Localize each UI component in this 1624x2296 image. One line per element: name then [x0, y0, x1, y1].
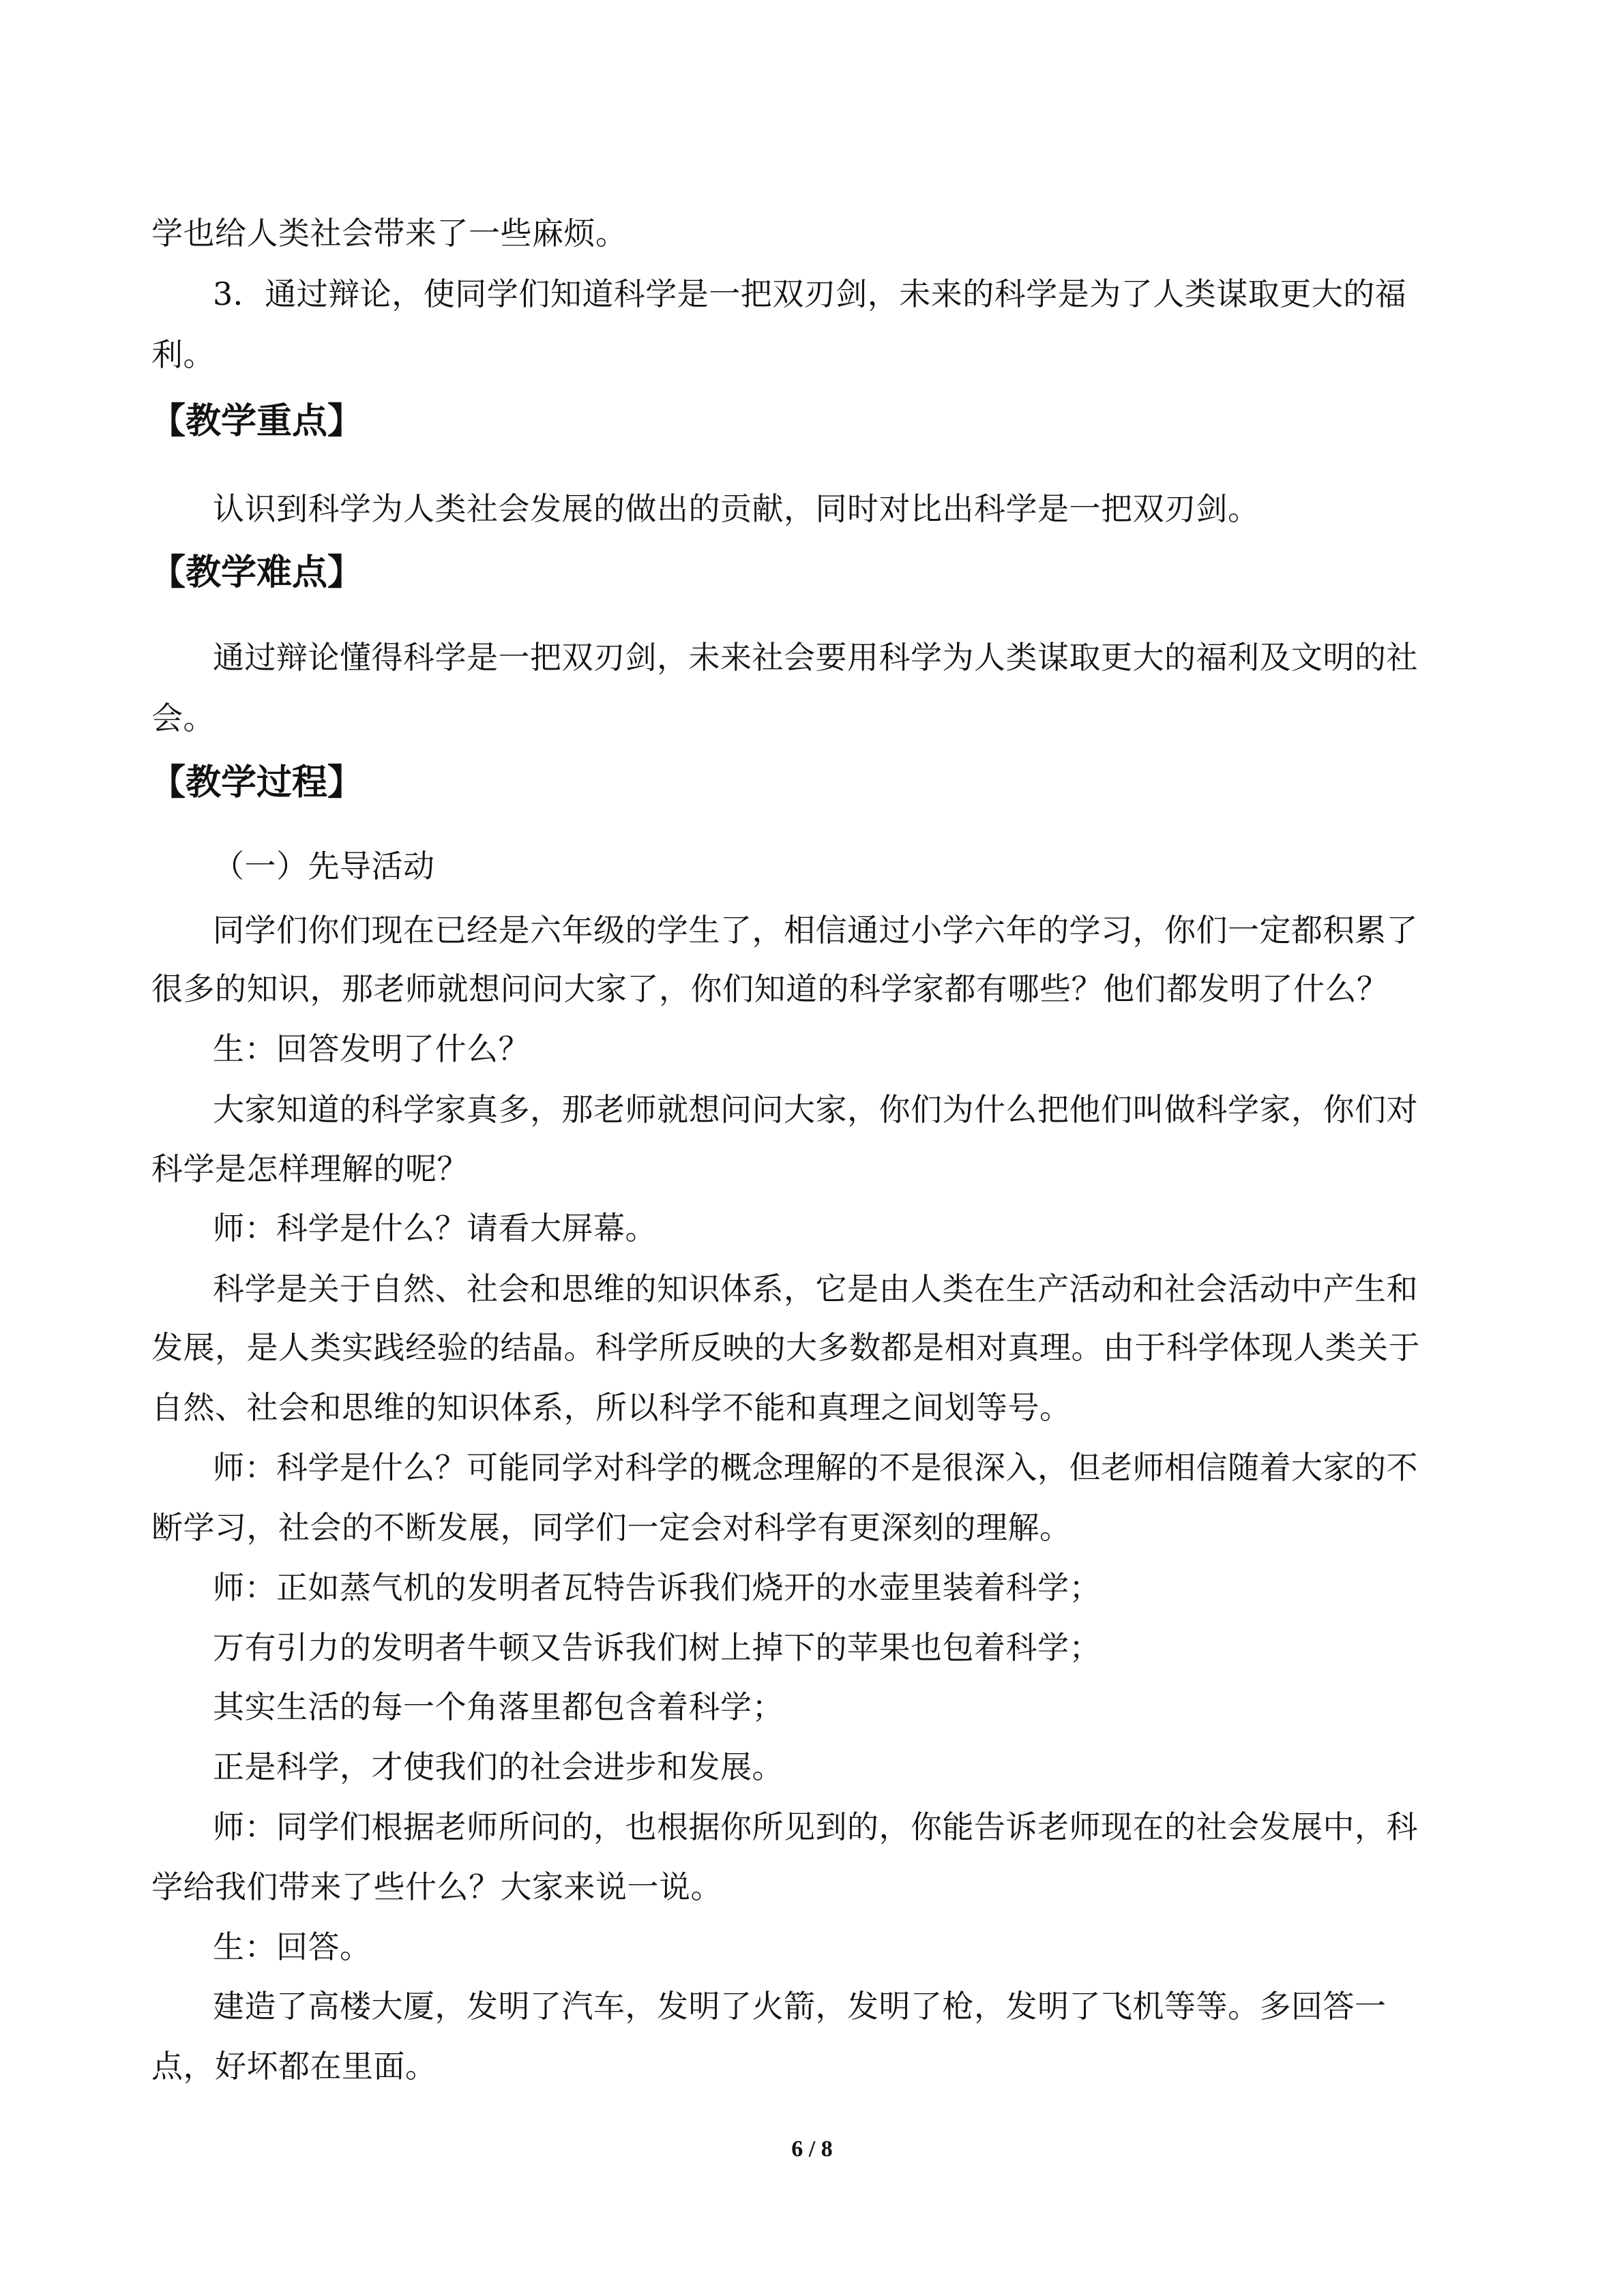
paragraph-line: 生：回答。 [213, 1928, 372, 1965]
paragraph-line: 师：科学是什么？可能同学对科学的概念理解的不是很深入，但老师相信随着大家的不 [213, 1449, 1418, 1486]
paragraph-line: 科学是怎样理解的呢？ [151, 1150, 469, 1187]
paragraph-line: 师：同学们根据老师所问的，也根据你所见到的，你能告诉老师现在的社会发展中，科 [213, 1808, 1418, 1845]
paragraph-line: 学也给人类社会带来了一些麻烦。 [151, 215, 628, 252]
paragraph-line: 科学是关于自然、社会和思维的知识体系，它是由人类在生产活动和社会活动中产生和 [213, 1270, 1418, 1307]
paragraph-line: 发展，是人类实践经验的结晶。科学所反映的大多数都是相对真理。由于科学体现人类关于 [151, 1329, 1420, 1366]
paragraph-line: 自然、社会和思维的知识体系，所以科学不能和真理之间划等号。 [151, 1389, 1072, 1426]
subsection-title: （一）先导活动 [213, 848, 435, 884]
section-heading-key-points: 【教学重点】 [150, 401, 364, 442]
paragraph-line: 认识到科学为人类社会发展的做出的贡献，同时对比出科学是一把双刃剑。 [213, 490, 1260, 527]
paragraph-line: 学给我们带来了些什么？大家来说一说。 [151, 1868, 722, 1905]
paragraph-line: 断学习，社会的不断发展，同学们一定会对科学有更深刻的理解。 [151, 1509, 1072, 1546]
paragraph-line: 万有引力的发明者牛顿又告诉我们树上掉下的苹果也包着科学； [213, 1629, 1101, 1666]
section-heading-difficulties: 【教学难点】 [150, 552, 364, 593]
paragraph-line: 3．通过辩论，使同学们知道科学是一把双刃剑，未来的科学是为了人类谋取更大的福 [213, 275, 1407, 312]
paragraph-line: 其实生活的每一个角落里都包含着科学； [213, 1688, 784, 1725]
paragraph-line: 很多的知识，那老师就想问问大家了，你们知道的科学家都有哪些？他们都发明了什么？ [151, 970, 1389, 1007]
paragraph-line: 通过辩论懂得科学是一把双刃剑，未来社会要用科学为人类谋取更大的福利及文明的社 [213, 639, 1418, 676]
paragraph-line: 大家知道的科学家真多，那老师就想问问大家，你们为什么把他们叫做科学家，你们对 [213, 1091, 1418, 1128]
page-number: 6 / 8 [791, 2136, 833, 2162]
paragraph-line: 建造了高楼大厦，发明了汽车，发明了火箭，发明了枪，发明了飞机等等。多回答一 [213, 1988, 1387, 2025]
paragraph-line: 点，好坏都在里面。 [151, 2048, 437, 2085]
paragraph-line: 利。 [151, 336, 215, 373]
paragraph-line: 会。 [151, 700, 215, 736]
paragraph-line: 生：回答发明了什么？ [213, 1030, 530, 1067]
section-heading-process: 【教学过程】 [150, 762, 364, 803]
paragraph-line: 正是科学，才使我们的社会进步和发展。 [213, 1748, 784, 1785]
paragraph-line: 同学们你们现在已经是六年级的学生了，相信通过小学六年的学习，你们一定都积累了 [213, 912, 1418, 949]
paragraph-line: 师：正如蒸气机的发明者瓦特告诉我们烧开的水壶里装着科学； [213, 1569, 1101, 1606]
paragraph-line: 师：科学是什么？请看大屏幕。 [213, 1210, 657, 1247]
